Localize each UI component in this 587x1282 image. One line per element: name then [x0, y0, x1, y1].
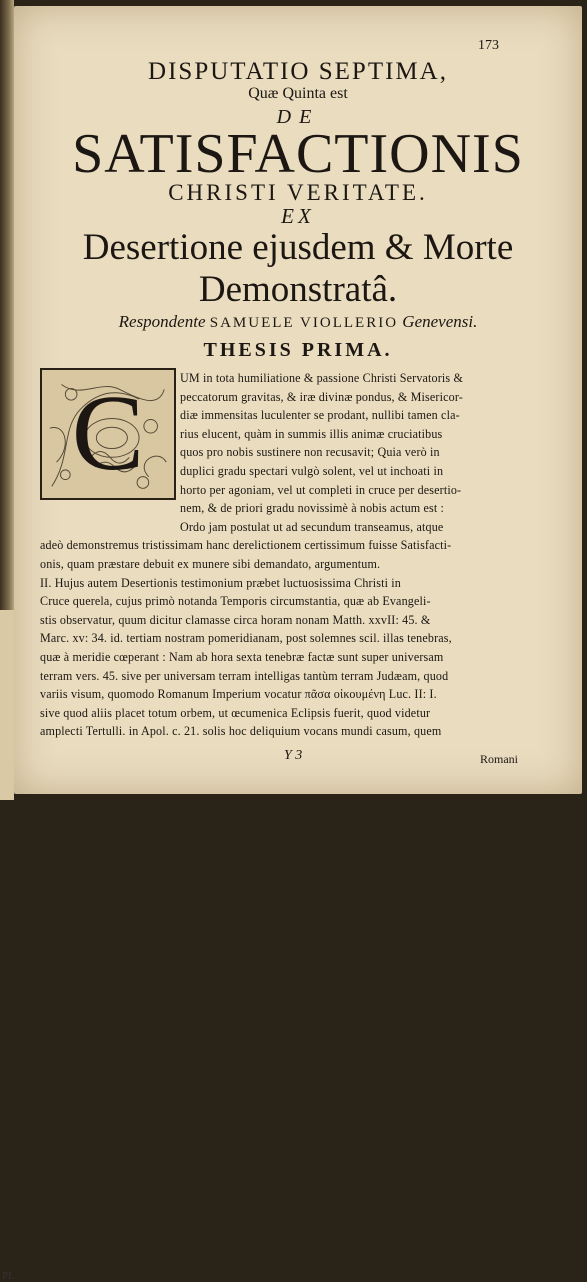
- body-line: terram vers. 45. sive per universam terram intelligas tantùm terram Judæam, quod: [40, 668, 449, 683]
- catchword: Romani: [480, 752, 518, 766]
- body-line: stis observatur, quum dicitur clamasse circa horam nonam Matth. xxvII: 45. &: [40, 612, 431, 627]
- facing-page-mark: PI.: [2, 1270, 15, 1282]
- title-desertione: Desertione ejusdem & Morte: [82, 227, 514, 268]
- title-demonstrata: Demonstratâ.: [198, 269, 398, 310]
- respondent-prefix: Respondente: [118, 312, 206, 331]
- thesis-heading: THESIS PRIMA.: [203, 339, 393, 361]
- body-line: rius elucent, quàm in summis illis animæ cruciatibus: [180, 426, 443, 441]
- body-line: amplecti Tertulli. in Apol. c. 21. solis hoc deliquium vocans mundi casum, quem: [40, 724, 442, 739]
- drop-cap-letter: C: [71, 372, 145, 493]
- body-line: quæ à meridie cœperant : Nam ab hora sexta tenebræ factæ sunt super universam: [40, 650, 444, 664]
- decorated-initial: [40, 368, 176, 500]
- facing-page-edge: [0, 610, 15, 1282]
- body-line: diæ immensitas luculenter se prodant, nullibi tamen cla-: [180, 408, 460, 423]
- body-line: quos pro nobis sustinere non recusavit; Quia verò in: [180, 445, 440, 460]
- title-de: DE: [276, 106, 320, 128]
- body-line: onis, quam præstare debuit ex munere sibi demandato, argumentum.: [40, 557, 381, 571]
- respondent-origin: Genevensi.: [402, 312, 478, 331]
- body-line: Marc. xv: 34. id. tertiam nostram pomeridianam, post solemnes scil. illas tenebras,: [40, 631, 452, 646]
- body-line: Cruce querela, cujus primò notanda Temporis circumstantia, quæ ab Evangeli-: [40, 594, 431, 609]
- page-number: 173: [478, 38, 499, 53]
- title-christi-veritate: CHRISTI VERITATE.: [168, 180, 428, 205]
- respondent-line: [14, 312, 582, 332]
- title-ex: EX: [281, 204, 315, 228]
- body-line: adeò demonstremus tristissimam hanc derelictionem certissimum fuisse Satisfacti-: [40, 538, 452, 553]
- title-satisfactionis: SATISFACTIONIS: [72, 123, 524, 185]
- signature-mark: Y 3: [284, 748, 303, 763]
- body-line: variis visum, quomodo Romanum Imperium vocatur πᾶσα οἰκουμένη Luc. II: I.: [40, 687, 437, 702]
- title-disputatio: DISPUTATIO SEPTIMA,: [148, 58, 448, 85]
- respondent-name: SAMUELE VIOLLERIO: [209, 315, 399, 331]
- body-line: nem, & de priori gradu novissimè à nobis actum est :: [180, 501, 445, 516]
- body-line: Ordo jam postulat ut ad secundum transeamus, atque: [180, 519, 444, 534]
- body-line: II. Hujus autem Desertionis testimonium præbet luctuosissima Christi in: [40, 575, 402, 590]
- decorated-initial-art: [42, 370, 174, 498]
- title-quinta: Quæ Quinta est: [248, 85, 348, 102]
- body-line: UM in tota humiliatione & passione Christi Servatoris &: [180, 371, 464, 385]
- body-line: horto per agoniam, vel ut completi in cruce per desertio-: [180, 482, 462, 497]
- body-line: duplici gradu spectari vulgò solent, vel ut inchoati in: [180, 464, 444, 478]
- body-line: sive quod aliis placet totum orbem, ut œcumenica Eclipsis fuerit, quod videtur: [40, 705, 431, 720]
- body-line: peccatorum gravitas, & iræ divinæ pondus, & Misericor-: [180, 389, 463, 404]
